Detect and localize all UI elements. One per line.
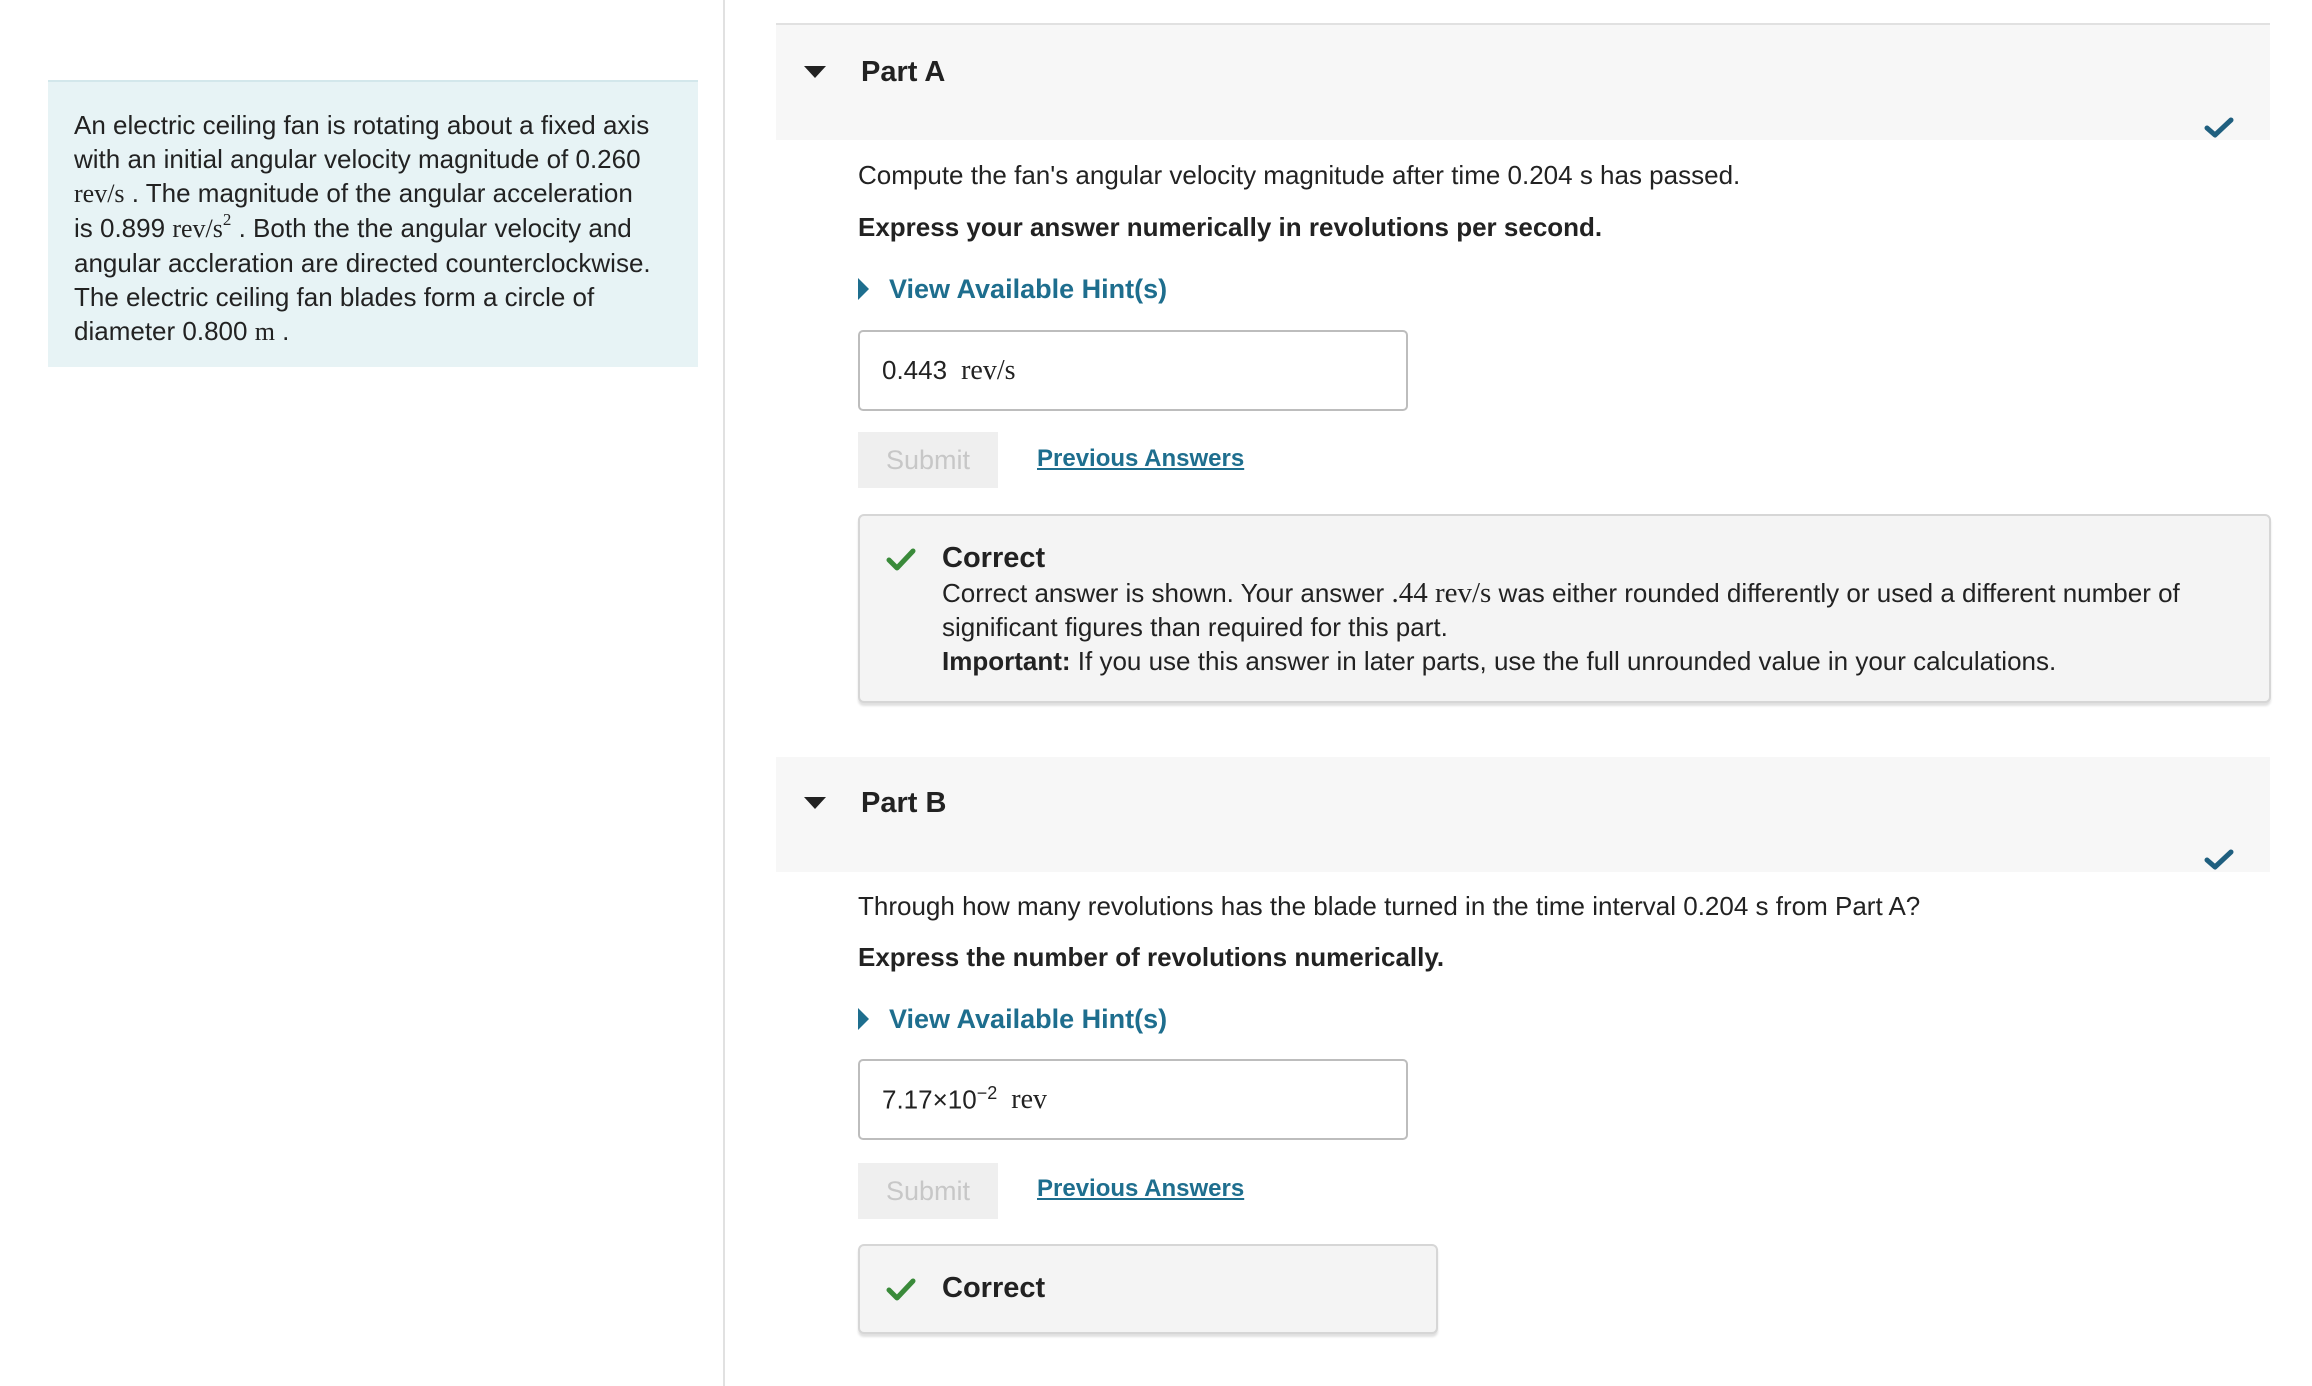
checkmark-icon bbox=[2204, 117, 2234, 139]
caret-down-icon[interactable] bbox=[804, 66, 826, 78]
answer-unit: rev bbox=[1011, 1083, 1048, 1115]
checkmark-icon bbox=[886, 1278, 916, 1302]
part-b-answer-field[interactable] bbox=[858, 1059, 1408, 1140]
part-a-hint-toggle[interactable] bbox=[858, 272, 1167, 306]
part-b-title: Part B bbox=[861, 787, 947, 819]
part-a-previous-answers-link[interactable]: Previous Answers bbox=[1037, 445, 1245, 472]
part-a-instruction: Express your answer numerically in revolutions per second. bbox=[858, 212, 1603, 242]
problem-pane bbox=[0, 0, 724, 1386]
part-a-submit-button[interactable]: Submit bbox=[858, 432, 998, 488]
caret-down-icon[interactable] bbox=[804, 797, 826, 809]
part-b-header[interactable] bbox=[776, 757, 2270, 872]
feedback-title: Correct bbox=[942, 542, 1046, 574]
feedback-title: Correct bbox=[942, 1272, 1046, 1304]
pane-divider bbox=[723, 0, 725, 1386]
feedback-body: Correct answer is shown. Your answer .44 rev/s was either rounded differently or used a different number of significant figures than required for this part. Important: If you use this answer in later parts, use the full unrounded value in your calculations. bbox=[942, 577, 2180, 676]
part-a-feedback bbox=[858, 514, 2271, 703]
problem-line-6: The electric ceiling fan blades form a circle of bbox=[74, 282, 595, 312]
problem-line-1: An electric ceiling fan is rotating about a fixed axis bbox=[74, 110, 650, 140]
problem-line-4: is 0.899 rev/$s^2$ . Both the the angular velocity and bbox=[74, 210, 632, 243]
checkmark-icon bbox=[2204, 849, 2234, 871]
part-b-instruction: Express the number of revolutions numerically. bbox=[858, 942, 1445, 972]
answer-value: $7.17\times 10^{-2}$ bbox=[882, 1083, 998, 1115]
hint-label[interactable]: View Available Hint(s) bbox=[889, 1003, 1168, 1034]
part-b-hint-toggle[interactable] bbox=[858, 1002, 1167, 1036]
hint-label[interactable]: View Available Hint(s) bbox=[889, 273, 1168, 304]
part-a-title: Part A bbox=[861, 56, 946, 88]
answer-unit: rev/s bbox=[961, 354, 1016, 386]
part-b-question: Through how many revolutions has the blade turned in the time interval 0.204 s from Part A? bbox=[858, 891, 1921, 921]
unit-rev-per-s-squared: rev/$s^2$ bbox=[172, 210, 232, 243]
answer-value: 0.443 bbox=[882, 355, 948, 385]
unit-meter: m bbox=[254, 317, 275, 346]
part-a-header[interactable] bbox=[776, 25, 2270, 140]
unit-rev-per-s: rev/s bbox=[74, 179, 125, 208]
your-answer-value: .44 rev/s bbox=[1391, 577, 1492, 609]
part-a-question: Compute the fan's angular velocity magnitude after time 0.204 s has passed. bbox=[858, 160, 1741, 190]
parts-pane bbox=[776, 0, 2270, 1386]
problem-line-2: with an initial angular velocity magnitude of 0.260 bbox=[74, 144, 641, 174]
part-b-feedback bbox=[858, 1244, 1438, 1334]
problem-line-5: angular accleration are directed counterclockwise. bbox=[74, 248, 651, 278]
part-a-answer-field[interactable] bbox=[858, 330, 1408, 411]
problem-line-7: diameter 0.800 m . bbox=[74, 316, 290, 346]
part-b-submit-button[interactable]: Submit bbox=[858, 1163, 998, 1219]
caret-right-icon bbox=[858, 1008, 869, 1030]
part-b-previous-answers-link[interactable]: Previous Answers bbox=[1037, 1175, 1245, 1202]
problem-statement bbox=[48, 80, 698, 367]
important-label: Important: bbox=[942, 646, 1071, 676]
problem-line-3: rev/s . The magnitude of the angular acceleration bbox=[74, 178, 633, 208]
checkmark-icon bbox=[886, 548, 916, 572]
caret-right-icon bbox=[858, 278, 869, 300]
